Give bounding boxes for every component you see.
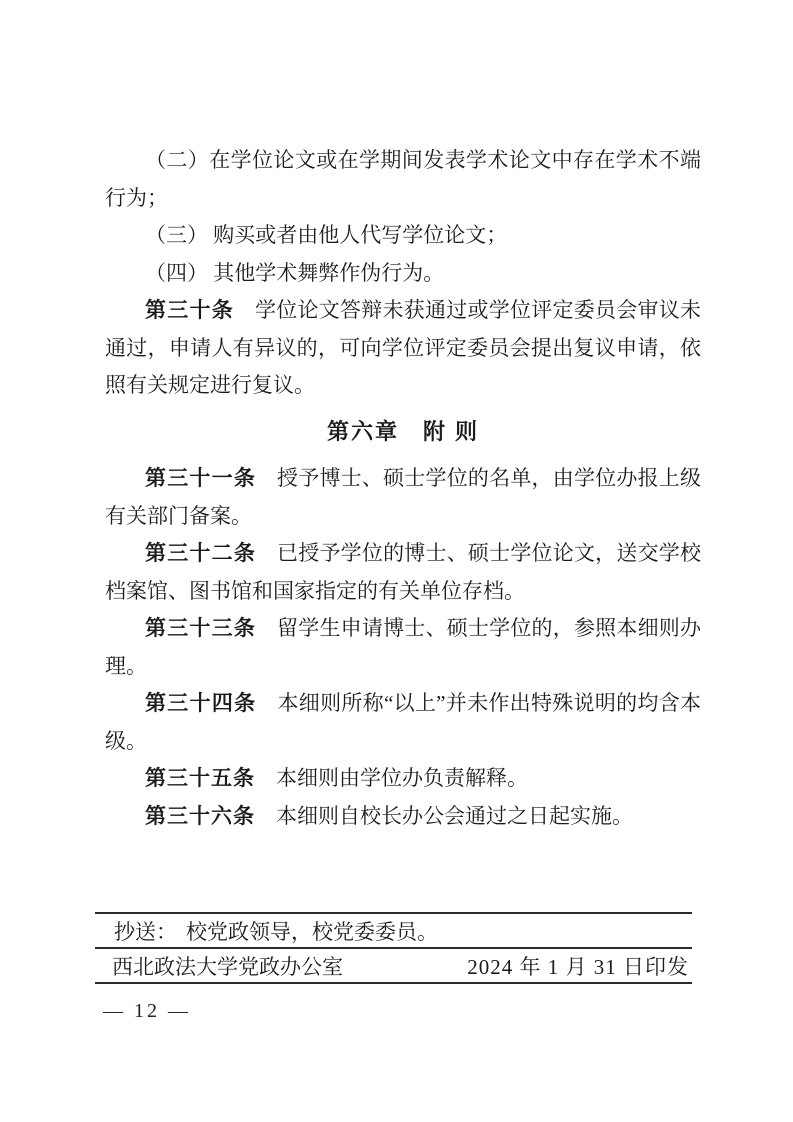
article-number: 第三十条 [145, 299, 234, 322]
article-number: 第三十五条 [145, 767, 255, 790]
cc-names: 校党政领导，校党委委员。 [186, 919, 438, 944]
article-paragraph [105, 610, 701, 685]
article-text: 本细则所称“以上”并未作出特殊说明的均含本级。 [105, 691, 702, 753]
article-paragraph [105, 798, 701, 836]
issuing-office: 西北政法大学党政办公室 [112, 954, 343, 979]
issue-row [95, 949, 692, 984]
article-paragraph [105, 292, 701, 405]
article-text: 学位论文答辩未获通过或学位评定委员会审议未通过，申请人有异议的，可向学位评定委员会提出复议申请，依照有关规定进行复议。 [105, 298, 701, 397]
article-text: 已授予学位的博士、硕士学位论文，送交学校档案馆、图书馆和国家指定的有关单位存档。 [105, 541, 702, 603]
article-text: 本细则自校长办公会通过之日起实施。 [276, 803, 633, 828]
article-number: 第三十二条 [145, 542, 257, 565]
article-text: 本细则由学位办负责解释。 [276, 766, 528, 790]
clause-paragraph [105, 217, 701, 255]
article-text: 留学生申请博士、硕士学位的，参照本细则办理。 [105, 616, 702, 678]
cc-row [95, 914, 692, 949]
article-number: 第三十三条 [145, 617, 257, 640]
article-number: 第三十六条 [145, 804, 255, 828]
article-text: 授予博士、硕士学位的名单，由学位办报上级有关部门备案。 [105, 466, 702, 528]
clause-paragraph [105, 255, 701, 293]
article-paragraph [105, 535, 701, 610]
cc-label: 抄送： [114, 919, 177, 944]
article-paragraph [105, 760, 701, 798]
document-footer [95, 912, 692, 984]
article-paragraph [105, 685, 701, 760]
article-number: 第三十四条 [145, 692, 257, 715]
page-number: — 12 — [103, 1000, 191, 1022]
article-number: 第三十一条 [145, 467, 257, 490]
clause-text: （二）在学位论文或在学期间发表学术论文中存在学术不端行为； [105, 148, 701, 210]
clause-text: （四） 其他学术舞弊作伪行为。 [145, 260, 445, 285]
clause-paragraph [105, 142, 701, 217]
article-paragraph [105, 460, 701, 535]
issue-date: 2024 年 1 月 31 日印发 [467, 954, 689, 979]
document-body [105, 142, 701, 835]
chapter-heading: 第六章 附 则 [326, 418, 480, 444]
clause-text: （三） 购买或者由他人代写学位论文； [145, 223, 508, 247]
